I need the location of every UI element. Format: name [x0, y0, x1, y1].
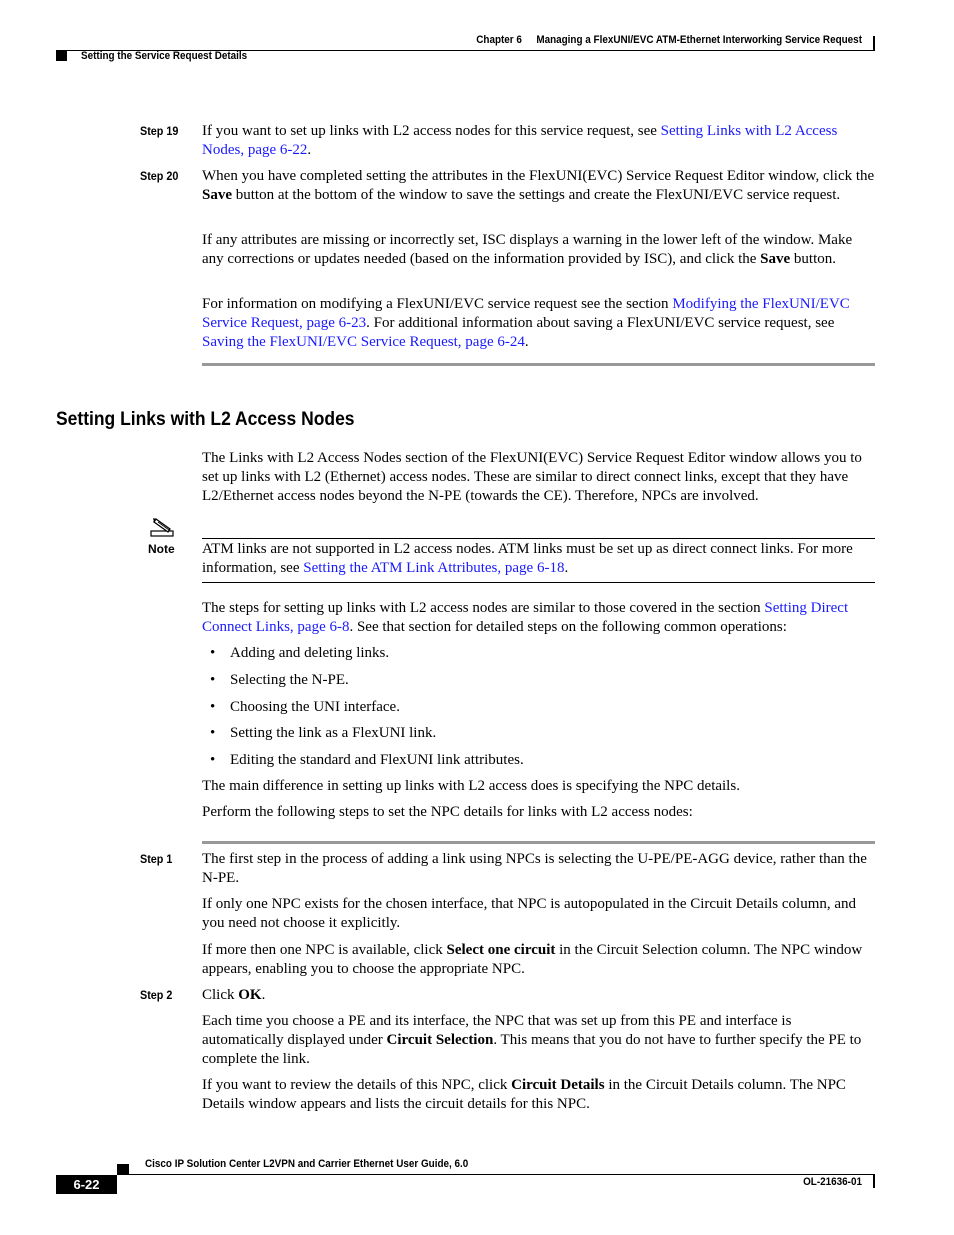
step-2-paragraph-1: Click OK. [202, 987, 266, 1003]
header-bar [873, 36, 875, 50]
bullet-item: Editing the standard and FlexUNI link attributes. [230, 752, 524, 768]
chapter-number: Chapter 6 [476, 34, 522, 46]
step-20-paragraph-2: If any attributes are missing or incorrectly set, ISC displays a warning in the lower left of the window. Make any corrections or updates needed (based on the information provided by ISC), and click the Save button. [202, 232, 853, 267]
perform-steps-paragraph: Perform the following steps to set the NPC details for links with L2 access nodes: [202, 804, 693, 820]
note-text: ATM links are not supported in L2 access nodes. ATM links must be set up as direct connect links. For more information, see Setting the ATM Link Attributes, page 6-18. [202, 541, 853, 576]
step-20-label: Step 20 [140, 169, 179, 183]
bullet-marker: • [210, 699, 216, 715]
link-direct-connect-links[interactable]: Setting Direct Connect Links, page 6-8 [202, 600, 849, 635]
note-bottom-rule [202, 582, 875, 583]
bullet-marker: • [210, 725, 216, 741]
note-top-rule [202, 538, 875, 539]
steps-intro-paragraph: The steps for setting up links with L2 access nodes are similar to those covered in the section Setting Direct Connect Links, page 6-8. See that section for detailed steps on the following common operations: [202, 600, 849, 635]
page-number: 6-22 [56, 1175, 117, 1194]
intro-paragraph: The Links with L2 Access Nodes section of the FlexUNI(EVC) Service Request Editor window allows you to set up links with L2 (Ethernet) access nodes. These are similar to direct connect links, except that they have L2/Ethernet access nodes beyond the N-PE (towards the CE). Therefore, NPCs are involved. [202, 450, 862, 504]
step-1-label: Step 1 [140, 852, 173, 866]
bullet-item: Choosing the UNI interface. [230, 699, 400, 715]
step-2-label: Step 2 [140, 988, 173, 1002]
link-saving-service-request[interactable]: Saving the FlexUNI/EVC Service Request, page 6-24 [202, 334, 525, 350]
header-marker [56, 51, 67, 61]
bullet-marker: • [210, 752, 216, 768]
step-19-text: If you want to set up links with L2 access nodes for this service request, see Setting Links with L2 Access Nodes, page 6-22. [202, 123, 838, 158]
document-id: OL-21636-01 [803, 1176, 862, 1188]
chapter-title: Managing a FlexUNI/EVC ATM-Ethernet Interworking Service Request [536, 34, 862, 46]
bullet-marker: • [210, 672, 216, 688]
link-atm-link-attributes[interactable]: Setting the ATM Link Attributes, page 6-18 [303, 560, 565, 576]
link-l2-access-nodes[interactable]: Setting Links with L2 Access Nodes, page 6-22 [202, 123, 838, 158]
step-1-paragraph-2: If only one NPC exists for the chosen interface, that NPC is autopopulated in the Circuit Details column, and you need not choose it explicitly. [202, 896, 857, 931]
bullet-item: Adding and deleting links. [230, 645, 390, 661]
step-19-label: Step 19 [140, 124, 179, 138]
bullet-marker: • [210, 645, 216, 661]
step-20-paragraph-1: When you have completed setting the attributes in the FlexUNI(EVC) Service Request Editor window, click the Save button at the bottom of the window to save the settings and create the FlexUNI/EVC service request. [202, 168, 875, 203]
running-header-chapter [356, 34, 862, 46]
step-2-paragraph-2: Each time you choose a PE and its interface, the NPC that was set up from this PE and interface is automatically displayed under Circuit Selection. This means that you do not have to further specify the PE to complete the link. [202, 1013, 862, 1067]
note-label: Note [148, 542, 175, 556]
running-header-section: Setting the Service Request Details [81, 50, 248, 62]
link-modifying-service-request[interactable]: Modifying the FlexUNI/EVC Service Request, page 6-23 [202, 296, 850, 331]
footer-guide-title: Cisco IP Solution Center L2VPN and Carrier Ethernet User Guide, 6.0 [145, 1158, 469, 1170]
note-pencil-icon [148, 515, 178, 539]
step-1-paragraph-3: If more then one NPC is available, click Select one circuit in the Circuit Selection column. The NPC window appears, enabling you to choose the appropriate NPC. [202, 942, 863, 977]
step-1-paragraph-1: The first step in the process of adding a link using NPCs is selecting the U-PE/PE-AGG device, rather than the N-PE. [202, 851, 867, 886]
procedure-end-rule [202, 363, 875, 366]
footer-marker [117, 1164, 129, 1174]
step-20-paragraph-3: For information on modifying a FlexUNI/EVC service request see the section Modifying the FlexUNI/EVC Service Request, page 6-23. For additional information about saving a FlexUNI/EVC service request, see Saving the FlexUNI/EVC Service Request, page 6-24. [202, 296, 850, 350]
footer-rule [117, 1174, 875, 1175]
section-heading: Setting Links with L2 Access Nodes [56, 409, 355, 430]
step-2-paragraph-3: If you want to review the details of this NPC, click Circuit Details in the Circuit Details column. The NPC Details window appears and lists the circuit details for this NPC. [202, 1077, 846, 1112]
main-difference-paragraph: The main difference in setting up links with L2 access does is specifying the NPC details. [202, 778, 740, 794]
footer-bar [873, 1175, 875, 1188]
bullet-item: Setting the link as a FlexUNI link. [230, 725, 437, 741]
procedure-start-rule [202, 841, 875, 844]
bullet-item: Selecting the N-PE. [230, 672, 349, 688]
